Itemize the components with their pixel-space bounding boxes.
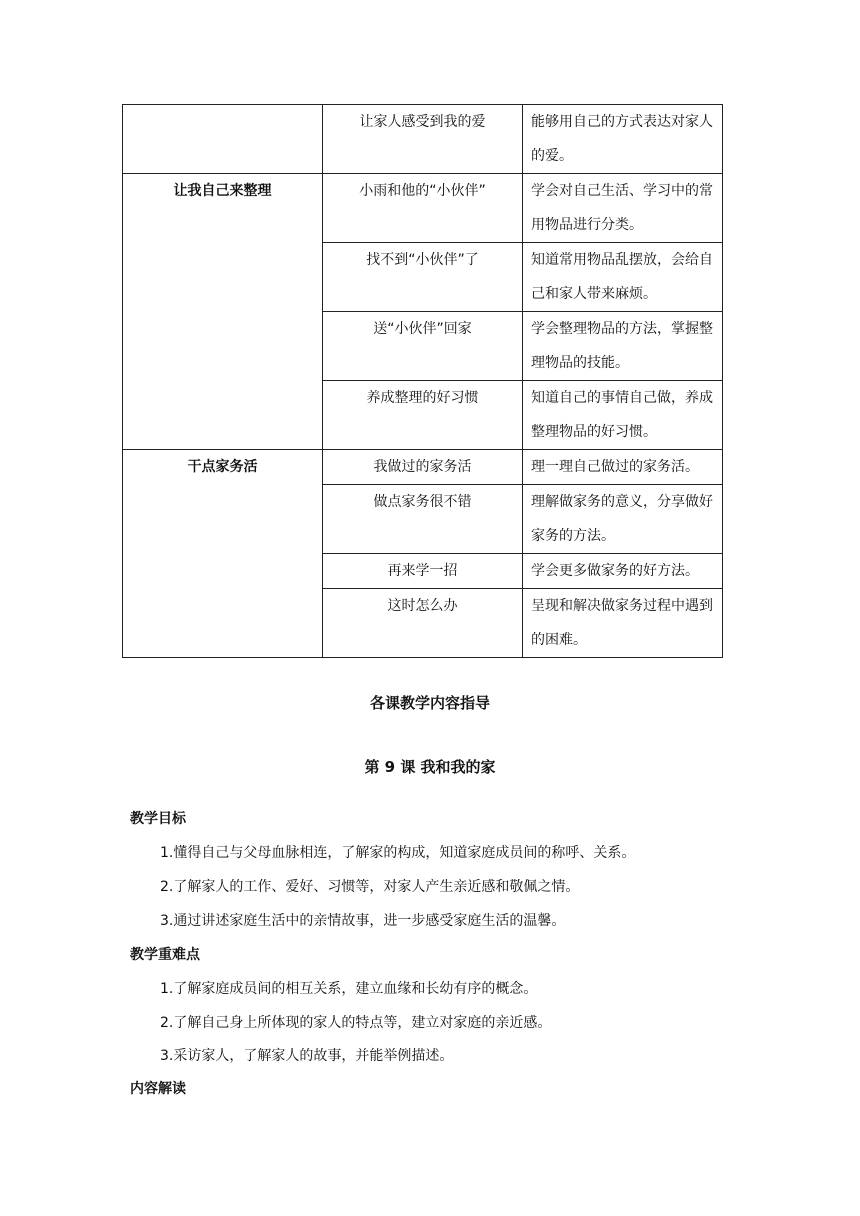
objective-item: 2.了解家人的工作、爱好、习惯等，对家人产生亲近感和敬佩之情。: [160, 879, 580, 895]
content-label: 内容解读: [130, 1081, 186, 1097]
lesson-cell: 养成整理的好习惯: [323, 381, 523, 450]
table-row: [123, 105, 723, 174]
lesson-cell: 让家人感受到我的爱: [323, 105, 523, 174]
table-row: [123, 174, 723, 243]
table-row: [123, 450, 723, 485]
lesson-cell: 找不到“小伙伴”了: [323, 243, 523, 312]
goal-cell: 学会整理物品的方法，掌握整理物品的技能。: [523, 312, 723, 381]
unit-cell: [123, 105, 323, 174]
goal-cell: 理一理自己做过的家务活。: [523, 450, 723, 485]
objectives-label: 教学目标: [130, 811, 186, 827]
lesson-cell: 送“小伙伴”回家: [323, 312, 523, 381]
section-title: 各课教学内容指导: [369, 694, 490, 712]
goal-cell: 知道常用物品乱摆放，会给自己和家人带来麻烦。: [523, 243, 723, 312]
unit-cell: 干点家务活: [123, 450, 323, 658]
lesson-cell: 小雨和他的“小伙伴”: [323, 174, 523, 243]
lesson-cell: 做点家务很不错: [323, 485, 523, 554]
unit-outline-table: [122, 104, 723, 658]
goal-cell: 学会对自己生活、学习中的常用物品进行分类。: [523, 174, 723, 243]
goal-cell: 能够用自己的方式表达对家人的爱。: [523, 105, 723, 174]
goal-cell: 理解做家务的意义，分享做好家务的方法。: [523, 485, 723, 554]
unit-cell: 让我自己来整理: [123, 174, 323, 450]
lesson-cell: 再来学一招: [323, 554, 523, 589]
lesson-title: 第 9 课 我和我的家: [364, 758, 496, 776]
key-point-item: 3.采访家人，了解家人的故事，并能举例描述。: [160, 1048, 454, 1064]
key-point-item: 1.了解家庭成员间的相互关系，建立血缘和长幼有序的概念。: [160, 981, 538, 997]
goal-cell: 学会更多做家务的好方法。: [523, 554, 723, 589]
key-points-label: 教学重难点: [130, 947, 200, 963]
goal-cell: 呈现和解决做家务过程中遇到的困难。: [523, 589, 723, 658]
goal-cell: 知道自己的事情自己做，养成整理物品的好习惯。: [523, 381, 723, 450]
lesson-cell: 我做过的家务活: [323, 450, 523, 485]
lesson-cell: 这时怎么办: [323, 589, 523, 658]
key-point-item: 2.了解自己身上所体现的家人的特点等，建立对家庭的亲近感。: [160, 1015, 552, 1031]
objective-item: 3.通过讲述家庭生活中的亲情故事，进一步感受家庭生活的温馨。: [160, 913, 566, 929]
objective-item: 1.懂得自己与父母血脉相连，了解家的构成，知道家庭成员间的称呼、关系。: [160, 845, 636, 861]
